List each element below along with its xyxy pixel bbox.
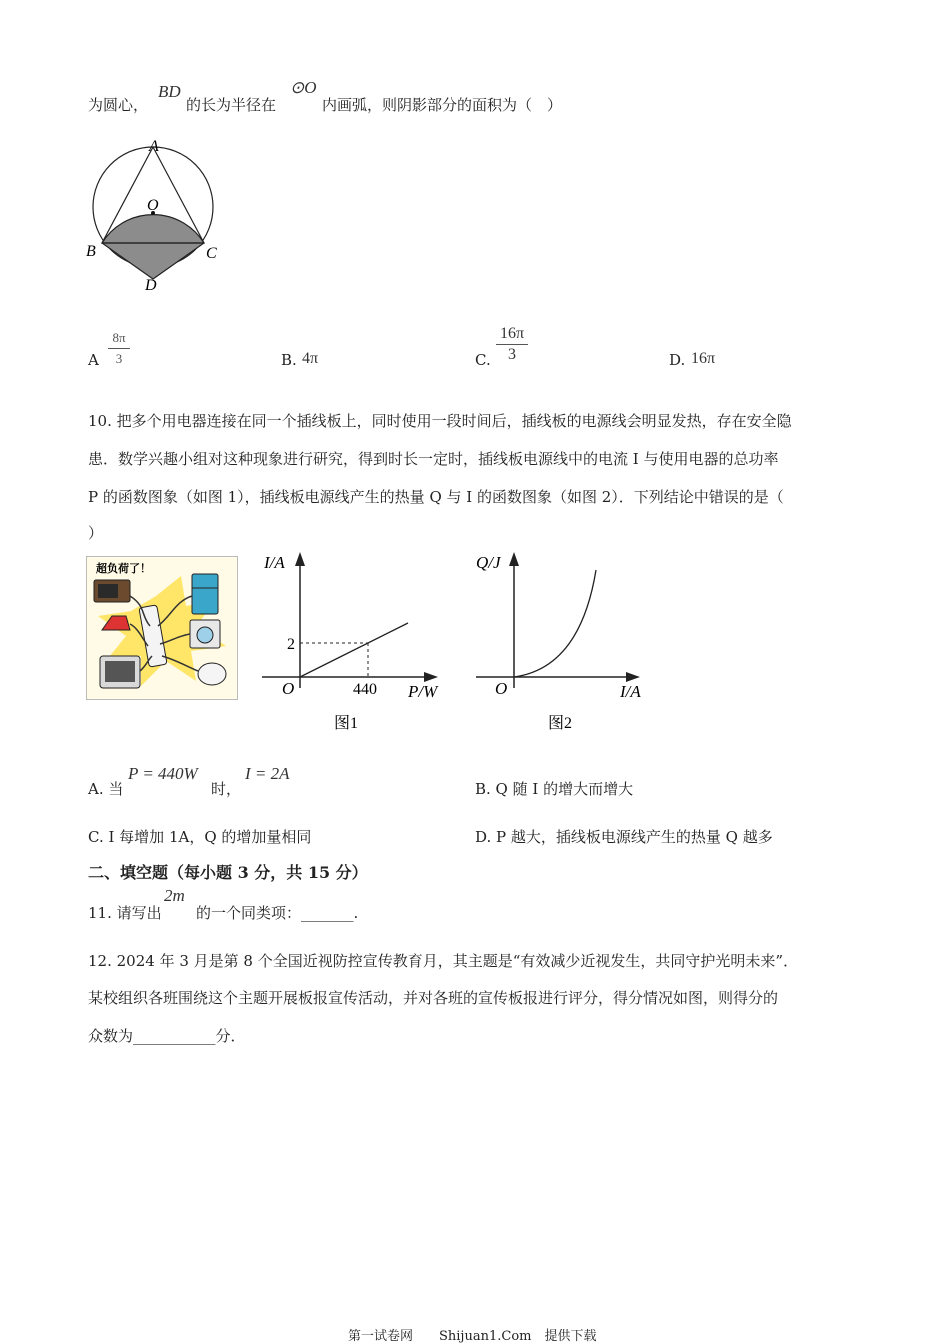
graph1-y-tick: 2 — [287, 636, 295, 653]
graph2-x-arrow — [626, 672, 640, 682]
q9-option-b-value: 4π — [302, 350, 319, 367]
q9-option-c-den: 3 — [508, 346, 516, 363]
q9-text-b: 的长为半径在 — [186, 96, 277, 114]
overload-cartoon — [86, 556, 238, 700]
q10-option-a-mid: 时， — [211, 780, 242, 798]
q9-text-c: 内画弧，则阴影部分的面积为（ ） — [322, 96, 563, 114]
q10-line-2: 患．数学兴趣小组对这种现象进行研究，得到时长一定时，插线板电源线中的电流 I 与使用电器的总功率 — [88, 450, 779, 468]
graph1-x-tick: 440 — [353, 681, 377, 698]
q10-option-a-prefix: A. 当 — [88, 780, 124, 798]
graph2-y-arrow — [509, 552, 519, 566]
q11-prefix: 11. 请写出 — [88, 904, 162, 922]
label-d: D — [145, 277, 157, 294]
q9-option-a-num: 8π — [112, 330, 126, 345]
q12-line-1: 12. 2024 年 3 月是第 8 个全国近视防控宣传教育月，其主题是“有效减少近视发生，共同守护光明未来”． — [88, 952, 799, 970]
graph2-curve — [514, 570, 596, 677]
q10-option-d: D. P 越大，插线板电源线产生的热量 Q 越多 — [475, 828, 773, 846]
graph1-caption: 图1 — [334, 715, 359, 732]
label-o: O — [147, 197, 159, 214]
q9-math-circle: ⊙O — [290, 78, 317, 97]
graph2-x-axis-label: I/A — [620, 682, 641, 701]
q10-line-3: P 的函数图象（如图 1），插线板电源线产生的热量 Q 与 I 的函数图象（如图 2）．下列结论中错误的是（ — [88, 488, 784, 506]
q10-line-1: 10. 把多个用电器连接在同一个插线板上，同时使用一段时间后，插线板的电源线会明显发热，存在安全隐 — [88, 412, 792, 430]
q11-suffix: 的一个同类项：_______. — [196, 904, 359, 922]
q10-option-a-math-2: I = 2A — [245, 764, 290, 783]
label-c: C — [206, 245, 217, 262]
q9-math-bd: BD — [158, 82, 181, 101]
label-a: A — [149, 138, 159, 155]
section-heading: 二、填空题（每小题 3 分，共 15 分） — [88, 863, 368, 882]
graph1-y-arrow — [295, 552, 305, 566]
q9-option-c-num: 16π — [499, 325, 525, 342]
q9-option-a-fraction — [108, 329, 130, 368]
q11-math: 2m — [164, 886, 185, 905]
q10-option-a-math-1: P = 440W — [128, 764, 198, 783]
q10-graph-2 — [470, 548, 660, 738]
q9-option-d-value: 16π — [691, 350, 716, 367]
graph1-x-arrow — [424, 672, 438, 682]
q10-line-4: ） — [88, 524, 104, 542]
graph2-caption: 图2 — [548, 715, 573, 732]
graph1-origin: O — [282, 679, 295, 698]
q9-text-a: 为圆心， — [88, 96, 149, 114]
q9-option-a-label: A — [88, 351, 99, 369]
q9-option-c-label: C. — [475, 351, 491, 369]
footer-text: 第一试卷网 Shijuan1.Com 提供下载 — [348, 1329, 597, 1344]
label-b: B — [86, 243, 96, 260]
graph1-x-axis-label: P/W — [408, 682, 438, 701]
q9-option-c-fraction — [496, 325, 528, 364]
q12-line-3: 众数为___________分． — [88, 1027, 246, 1045]
graph2-origin: O — [495, 679, 508, 698]
q10-option-c: C. I 每增加 1A，Q 的增加量相同 — [88, 828, 312, 846]
graph2-y-axis-label: Q/J — [476, 553, 501, 572]
q9-option-a-den: 3 — [115, 351, 123, 366]
q12-line-2: 某校组织各班围绕这个主题开展板报宣传活动，并对各班的宣传板报进行评分，得分情况如图，则得分的 — [88, 989, 779, 1007]
q9-option-d-label: D. — [669, 351, 686, 369]
shaded-region — [102, 215, 204, 279]
q9-geometry-figure — [82, 136, 232, 298]
q9-option-b-label: B. — [281, 351, 297, 369]
q10-graph-1 — [256, 548, 456, 738]
graph1-line — [300, 623, 408, 677]
graph1-y-axis-label: I/A — [264, 553, 285, 572]
q10-option-b: B. Q 随 I 的增大而增大 — [475, 780, 634, 798]
cartoon-caption: 超负荷了！ — [96, 563, 151, 575]
